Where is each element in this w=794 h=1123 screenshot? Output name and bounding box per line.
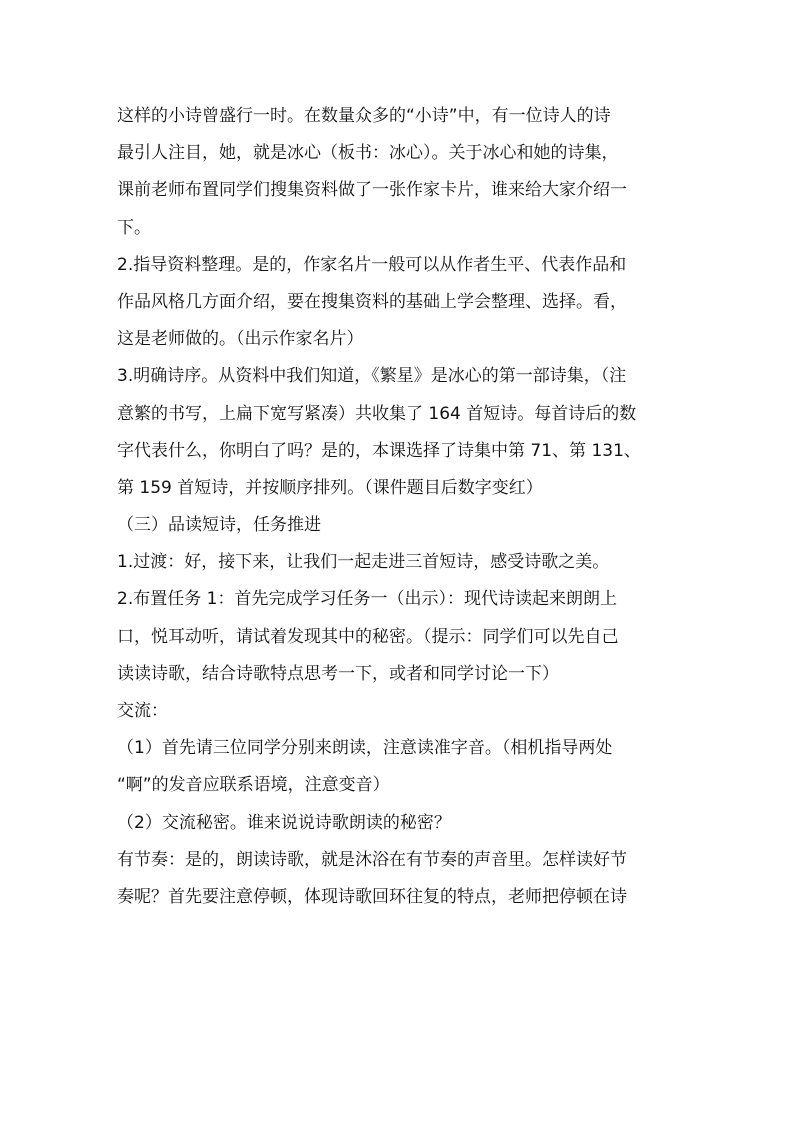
text-line: 读读诗歌，结合诗歌特点思考一下，或者和同学讨论一下） [117, 663, 559, 684]
text-line: 意繁的书写，上扁下宽写紧凑）共收集了 164 首短诗。每首诗后的数 [117, 403, 637, 424]
text-line: 字代表什么，你明白了吗？是的，本课选择了诗集中第 71、第 131、 [117, 440, 641, 461]
section-heading: （三）品读短诗，任务推进 [117, 515, 321, 536]
text-line: （1）首先请三位同学分别来朗读，注意读准字音。（相机指导两处 [117, 738, 613, 759]
text-line: 2.布置任务 1：首先完成学习任务一（出示）：现代诗读起来朗朗上 [117, 589, 617, 610]
text-line: 2.指导资料整理。是的，作家名片一般可以从作者生平、代表作品和 [117, 254, 627, 275]
text-line: 这是老师做的。（出示作家名片） [117, 329, 364, 350]
text-line: 下。 [117, 217, 151, 238]
text-line: 交流： [117, 701, 168, 721]
text-line: 第 159 首短诗，并按顺序排列。（课件题目后数字变红） [117, 477, 543, 498]
text-line: （2）交流秘密。谁来说说诗歌朗读的秘密？ [117, 812, 451, 833]
text-line: 这样的小诗曾盛行一时。在数量众多的“小诗”中，有一位诗人的诗 [117, 106, 611, 126]
text-line: 3.明确诗序。从资料中我们知道，《繁星》是冰心的第一部诗集，（注 [117, 366, 627, 387]
text-line: 奏呢？首先要注意停顿，体现诗歌回环往复的特点，老师把停顿在诗 [117, 886, 627, 907]
text-line: 作品风格几方面介绍，要在搜集资料的基础上学会整理、选择。看， [117, 291, 627, 312]
text-line: 课前老师布置同学们搜集资料做了一张作家卡片，谁来给大家介绍一 [117, 180, 627, 201]
text-line: 最引人注目，她，就是冰心（板书：冰心）。关于冰心和她的诗集， [117, 143, 619, 164]
text-line: 口，悦耳动听，请试着发现其中的秘密。（提示：同学们可以先自己 [117, 626, 619, 647]
text-line: “啊”的发音应联系语境，注意变音） [117, 775, 390, 796]
text-line: 有节奏：是的，朗读诗歌，就是沐浴在有节奏的声音里。怎样读好节 [117, 849, 627, 870]
document-body [117, 98, 679, 916]
text-line: 1.过渡：好，接下来，让我们一起走进三首短诗，感受诗歌之美。 [117, 552, 610, 573]
